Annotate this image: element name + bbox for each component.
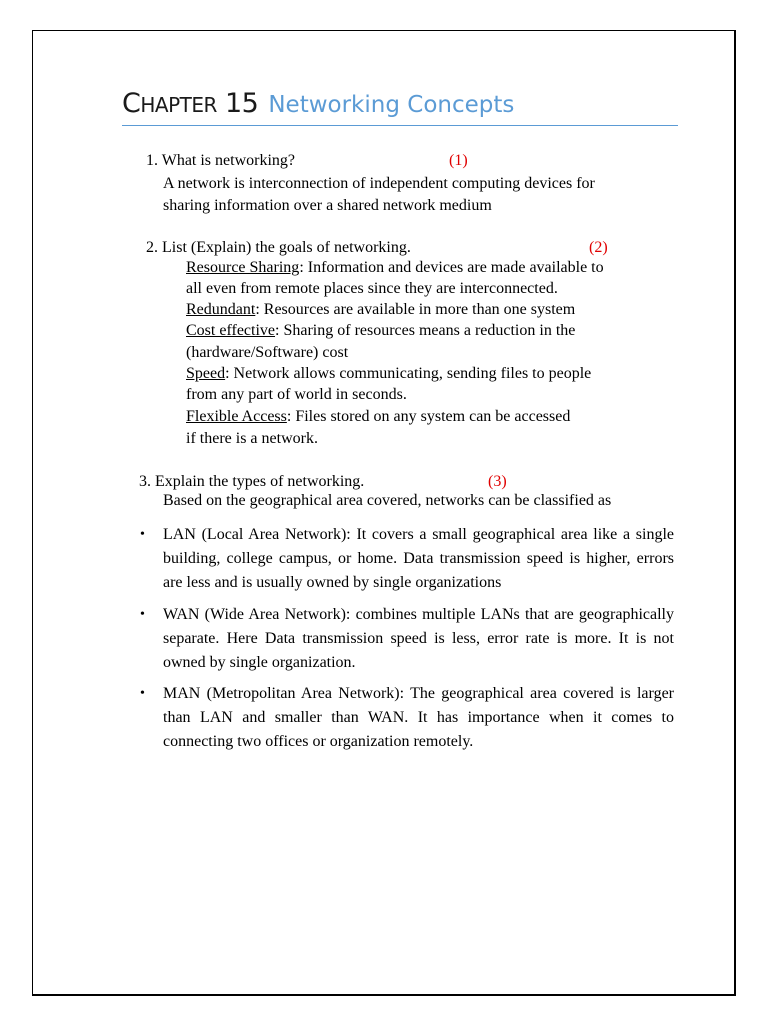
- goal-speed-cont: from any part of world in seconds.: [186, 386, 407, 403]
- goal-flexible-access: Flexible Access: Files stored on any system can be accessed: [186, 408, 571, 425]
- goal-speed: Speed: Network allows communicating, sending files to people: [186, 365, 592, 382]
- goal-flexible-access-cont: if there is a network.: [186, 430, 318, 447]
- q1-question: 1. What is networking?: [146, 152, 296, 169]
- type-lan: LAN (Local Area Network): It covers a small geographical area like a single building, college campus, or home. Data transmission speed is higher, errors are less and is usually owned by single organizations: [163, 526, 674, 591]
- chapter-title: Networking Concepts: [268, 92, 515, 118]
- goal-cost-effective: Cost effective: Sharing of resources means a reduction in the: [186, 322, 576, 339]
- bullet: •: [140, 686, 145, 701]
- goal-cost-effective-cont: (hardware/Software) cost: [186, 344, 349, 361]
- bullet: •: [140, 607, 145, 622]
- type-man: MAN (Metropolitan Area Network): The geographical area covered is larger than LAN and smaller than WAN. It has importance when it comes to connecting two offices or organization remotely.: [163, 685, 674, 750]
- type-wan: WAN (Wide Area Network): combines multiple LANs that are geographically separate. Here Data transmission speed is less, error rate is more. It is not owned by single organization.: [163, 606, 674, 671]
- q1-answer-line: A network is interconnection of independent computing devices for: [163, 175, 595, 192]
- q3-intro: Based on the geographical area covered, networks can be classified as: [163, 492, 612, 509]
- chapter-label: CHAPTER 15: [122, 88, 259, 119]
- goal-redundant: Redundant: Resources are available in more than one system: [186, 301, 576, 318]
- q1-answer-line: sharing information over a shared network medium: [163, 197, 492, 214]
- goal-resource-sharing-cont: all even from remote places since they are interconnected.: [186, 280, 558, 297]
- chapter-header: [122, 88, 678, 126]
- bullet: •: [140, 527, 145, 542]
- q2-marks: (2): [589, 239, 608, 256]
- q3-question: 3. Explain the types of networking.: [139, 473, 365, 490]
- q3-marks: (3): [488, 473, 507, 490]
- goal-resource-sharing: Resource Sharing: Information and devices are made available to: [186, 259, 604, 276]
- q1-marks: (1): [449, 152, 468, 169]
- q2-question: 2. List (Explain) the goals of networking.: [146, 239, 411, 256]
